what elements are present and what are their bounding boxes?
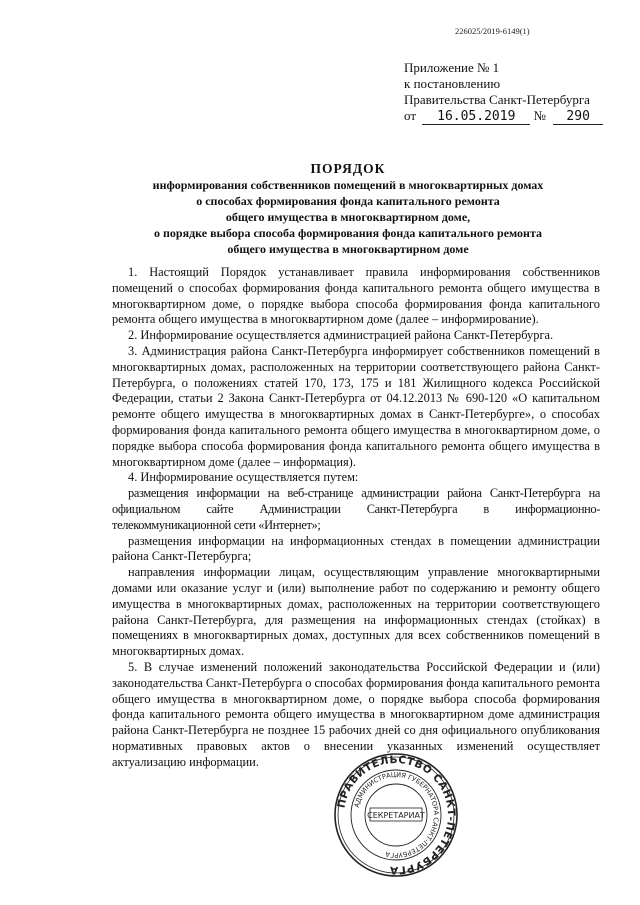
document-title <box>80 160 616 257</box>
appendix-line-2: к постановлению <box>404 76 501 91</box>
subtitle-line-2: о способах формирования фонда капитального ремонта <box>196 194 500 208</box>
subtitle-line-1: информирования собственников помещений в многоквартирных домах <box>152 178 544 192</box>
paragraph-4-item-3: направления информации лицам, осуществляющим управление многоквартирными домами или оказание услуг и (или) выполнение работ по содержанию и ремонту общего имущества в многоквартирных домах, расположенных на территории соответствующего района Санкт-Петербурга, для размещения на информационных стендах (стойках) в помещениях в многоквартирных домах, доступных для всех собственников помещений в многоквартирных домах. <box>112 565 600 659</box>
number-prefix: № <box>533 108 546 123</box>
date-prefix: от <box>404 108 417 123</box>
subtitle-line-3: общего имущества в многоквартирном доме, <box>225 210 471 224</box>
appendix-date-row <box>404 108 603 125</box>
appendix-line-3: Правительства Санкт-Петербурга <box>404 92 590 107</box>
paragraph-4-item-1: размещения информации на веб-странице администрации района Санкт-Петербурга на официальном сайте Администрации Санкт-Петербурга в информационно-телекоммуникационной сети «Интернет»; <box>112 486 600 532</box>
paragraph-2: 2. Информирование осуществляется администрацией района Санкт-Петербурга. <box>128 328 554 343</box>
subtitle-line-4: о порядке выбора способа формирования фонда капитального ремонта <box>153 226 543 240</box>
title-main: ПОРЯДОК <box>310 161 386 176</box>
appendix-block <box>404 60 603 125</box>
paragraph-5: 5. В случае изменений положений законодательства Российской Федерации и (или) законодательства Санкт-Петербурга о способах формирования фонда капитального ремонта общего имущества в многоквартирном доме, о порядке выбора способа формирования фонда капитального ремонта общего имущества в многоквартирном доме администрация района Санкт-Петербурга не позднее 15 рабочих дней со дня официального опубликования нормативных правовых актов о внесении указанных изменений осуществляет актуализацию информации. <box>112 659 600 769</box>
paragraph-4: 4. Информирование осуществляется путем: <box>128 470 359 485</box>
seal-center-text: СЕКРЕТАРИАТ <box>367 811 425 820</box>
resolution-number: 290 <box>553 109 603 125</box>
appendix-line-1: Приложение № 1 <box>404 60 500 75</box>
seal-graphic <box>333 752 459 878</box>
document-number: 226025/2019-6149(1) <box>455 26 530 36</box>
subtitle-line-5: общего имущества в многоквартирном доме <box>227 242 469 256</box>
official-seal-stamp <box>333 752 459 878</box>
document-body <box>112 265 600 771</box>
resolution-date: 16.05.2019 <box>422 109 530 125</box>
seal-outer-text: ПРАВИТЕЛЬСТВО САНКТ-ПЕТЕРБУРГА <box>335 753 458 877</box>
paragraph-4-item-2: размещения информации на информационных стендах в помещении администрации района Санкт-Петербурга; <box>112 533 600 564</box>
seal-inner-text: АДМИНИСТРАЦИЯ ГУБЕРНАТОРА САНКТ-ПЕТЕРБУРГА <box>352 770 441 860</box>
paragraph-3: 3. Администрация района Санкт-Петербурга информирует собственников помещений в многоквартирных домах, расположенных на территории соответствующего района Санкт-Петербурга, о положениях статей 170, 173, 175 и 181 Жилищного кодекса Российской Федерации, статьи 2 Закона Санкт-Петербурга от 04.12.2013 № 690-120 «О капитальном ремонте общего имущества в многоквартирных домах в Санкт-Петербурге», о способах формирования фонда капитального ремонта общего имущества в многоквартирном доме, о порядке выбора способа формирования фонда капитального ремонта общего имущества в многоквартирном доме (далее – информация). <box>112 343 600 469</box>
paragraph-1: 1. Настоящий Порядок устанавливает правила информирования собственников помещений о способах формирования фонда капитального ремонта общего имущества в многоквартирном доме, о порядке выбора способа формирования фонда капитального ремонта общего имущества в многоквартирном доме (далее – информирование). <box>112 265 600 327</box>
